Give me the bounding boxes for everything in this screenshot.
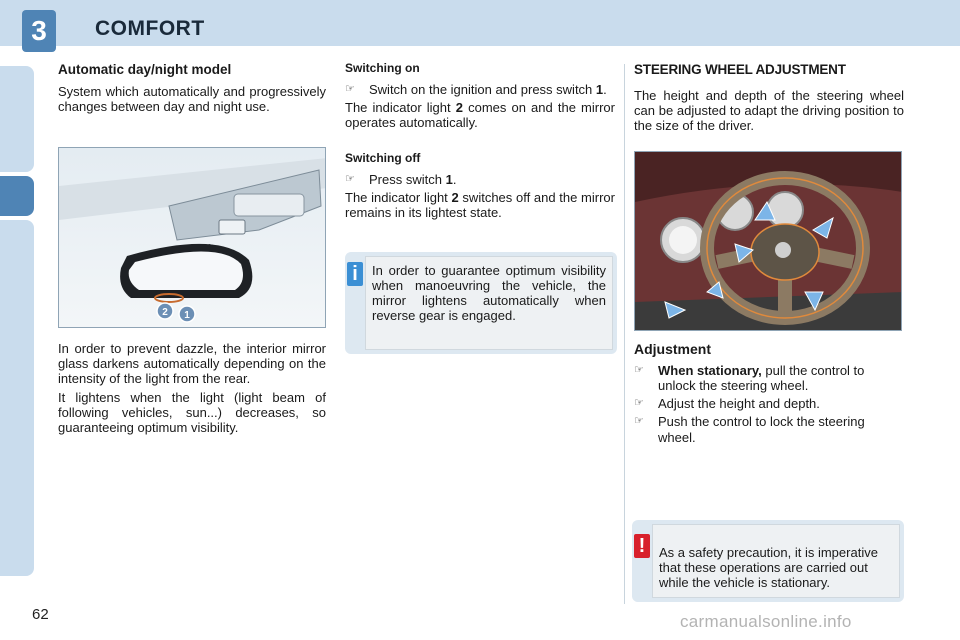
dazzle-paragraph: In order to prevent dazzle, the interior mirror glass darkens automatically depending on the intensity of the light from the rear. [58, 341, 326, 387]
pointing-hand-icon: ☞ [345, 173, 355, 186]
switching-off-title: Switching off [345, 151, 421, 166]
steering-intro: The height and depth of the steering wheel can be adjusted to adapt the driving position to the size of the driver. [634, 87, 904, 133]
switching-on-title: Switching on [345, 61, 420, 75]
pointing-hand-icon: ☞ [345, 82, 355, 95]
info-box [345, 252, 617, 354]
side-tab [0, 220, 34, 576]
steering-wheel-illustration [634, 151, 902, 331]
left-column [58, 62, 326, 118]
info-text: In order to guarantee optimum visibility when manoeuvring the vehicle, the mirror lightens automatically when reverse gear is engaged. [365, 256, 613, 350]
watermark: carmanualsonline.info [680, 612, 852, 631]
list-item: ☞ Switch on the ignition and press switch 1. [345, 81, 607, 97]
intro-paragraph: System which automatically and progressively changes between day and night use. [58, 83, 326, 114]
adjustment-title: Adjustment [634, 341, 711, 357]
steering-section-title: STEERING WHEEL ADJUSTMENT [634, 62, 846, 77]
switching-off-paragraph: The indicator light 2 switches off and the mirror remains in its lightest state. [345, 190, 615, 221]
info-icon: i [347, 262, 363, 286]
right-column [634, 62, 904, 137]
list-item: ☞ When stationary, pull the control to unlock the steering wheel. [634, 363, 865, 394]
warning-icon: ! [634, 534, 650, 558]
callout-2: 2 [162, 307, 168, 318]
pointing-hand-icon: ☞ [634, 364, 644, 377]
list-item: ☞ Adjust the height and depth. [634, 396, 820, 412]
adjustment-section [634, 341, 904, 448]
warning-box [632, 520, 904, 602]
column-divider [624, 64, 625, 604]
mirror-icon [59, 148, 326, 328]
list-item: ☞ Press switch 1. [345, 172, 457, 188]
steering-wheel-icon [635, 152, 902, 331]
switching-on-paragraph: The indicator light 2 comes on and the mirror operates automatically. [345, 99, 615, 131]
callout-1: 1 [184, 310, 190, 321]
pointing-hand-icon: ☞ [634, 397, 644, 410]
middle-column [345, 62, 615, 224]
mirror-illustration [58, 147, 326, 328]
side-tab [0, 66, 34, 172]
pointing-hand-icon: ☞ [634, 415, 644, 428]
page-title: COMFORT [95, 17, 205, 40]
lightens-paragraph: It lightens when the light (light beam of following vehicles, sun...) decreases, so guaranteeing optimum visibility. [58, 390, 326, 436]
section-title-day-night: Automatic day/night model [58, 62, 232, 77]
list-item: ☞ Push the control to lock the steering wheel. [634, 414, 865, 445]
warning-text: As a safety precaution, it is imperative that these operations are carried out while the vehicle is stationary. [652, 524, 900, 598]
left-column-lower [58, 341, 326, 439]
page-number: 62 [32, 606, 49, 623]
side-tab-active [0, 176, 34, 216]
chapter-badge: 3 [22, 10, 56, 52]
